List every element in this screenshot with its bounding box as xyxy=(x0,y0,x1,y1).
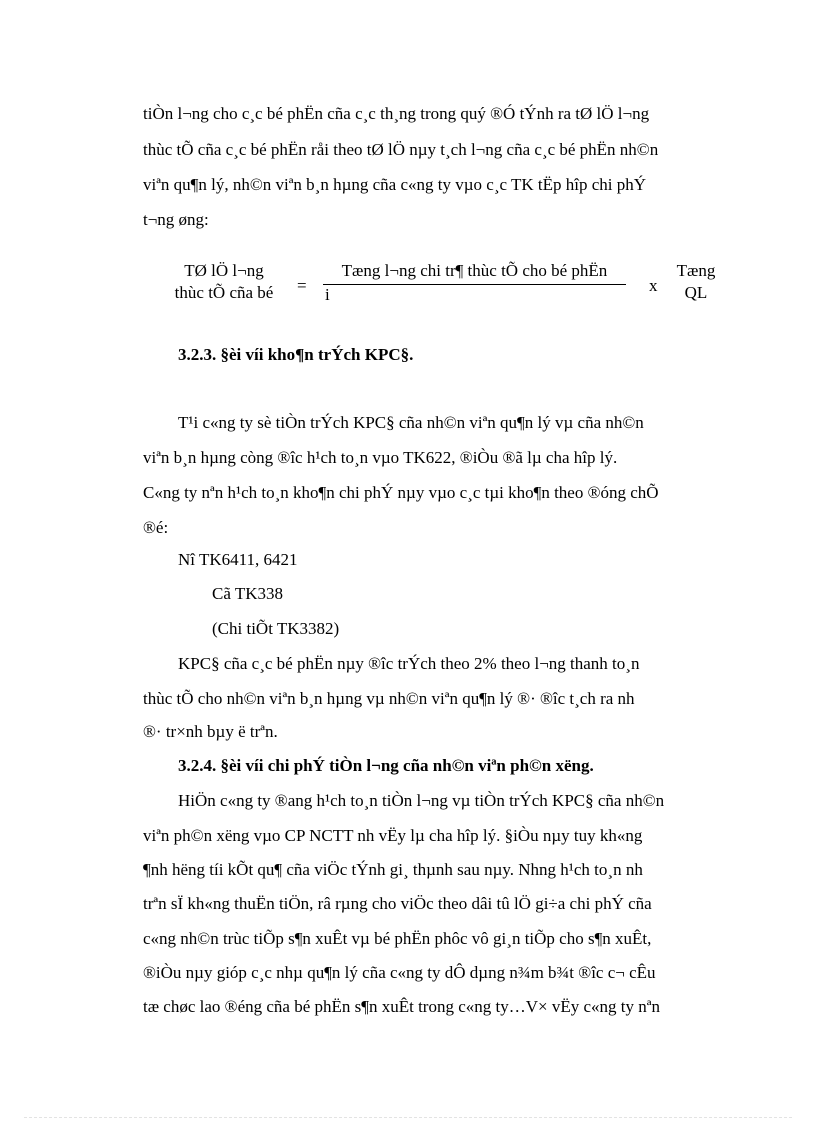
formula-fraction xyxy=(323,260,626,305)
paragraph-line: ®é: xyxy=(143,518,169,537)
paragraph-line: ¶nh hëng tíi kÕt qu¶ cña viÖc tÝnh gi¸ thµnh sau nµy. Nhng h¹ch to¸n nh xyxy=(143,860,643,879)
paragraph-line: ®· tr×nh bµy ë trªn. xyxy=(143,722,278,741)
paragraph-line: viªn b¸n hµng còng ®îc h¹ch to¸n vµo TK622, ®iÒu ®ã lµ cha hîp lý. xyxy=(143,448,618,467)
section-heading: 3.2.3. §èi víi kho¶n trÝch KPC§. xyxy=(178,345,414,364)
paragraph-line: t¬ng øng: xyxy=(143,210,209,229)
formula-times-sign: x xyxy=(649,276,658,295)
formula-left-line: thùc tÕ cña bé xyxy=(174,283,274,302)
formula-right-line: QL xyxy=(684,283,708,302)
formula-numerator: Tæng l¬ng chi tr¶ thùc tÕ cho bé phËn xyxy=(341,261,608,280)
paragraph-line: viªn qu¶n lý, nh©n viªn b¸n hµng cña c«ng ty vµo c¸c TK tËp hîp chi phÝ xyxy=(143,175,647,194)
paragraph-line: KPC§ cña c¸c bé phËn nµy ®îc trÝch theo 2% theo l¬ng thanh to¸n xyxy=(178,654,640,673)
paragraph-line: ®iÒu nµy gióp c¸c nhµ qu¶n lý cña c«ng ty dÔ dµng n¾m b¾t ®îc c¬ cÊu xyxy=(143,963,656,982)
formula-left-line: TØ lÖ l¬ng xyxy=(184,261,264,280)
page-bottom-border xyxy=(24,1117,792,1118)
formula-denominator: i xyxy=(325,285,330,304)
paragraph-line: HiÖn c«ng ty ®ang h¹ch to¸n tiÒn l¬ng vµ tiÒn trÝch KPC§ cña nh©n xyxy=(178,791,665,810)
journal-entry-debit: Nî TK6411, 6421 xyxy=(178,550,298,569)
paragraph-line: trªn sÏ kh«ng thuËn tiÖn, râ rµng cho viÖc theo dâi tû lÖ gi÷a chi phÝ cña xyxy=(143,894,652,913)
paragraph-line: C«ng ty nªn h¹ch to¸n kho¶n chi phÝ nµy vµo c¸c tµi kho¶n theo ®óng chÕ xyxy=(143,483,659,502)
paragraph-line: tæ chøc lao ®éng cña bé phËn s¶n xuÊt trong c«ng ty…V× vËy c«ng ty nªn xyxy=(143,997,660,1016)
formula-left-term xyxy=(159,260,289,304)
formula-right-term xyxy=(670,260,722,304)
paragraph-line: c«ng nh©n trùc tiÕp s¶n xuÊt vµ bé phËn phôc vô gi¸n tiÕp cho s¶n xuÊt, xyxy=(143,929,652,948)
journal-entry-detail: (Chi tiÕt TK3382) xyxy=(212,619,340,638)
formula-equals-sign: = xyxy=(297,276,307,295)
formula-right-line: Tæng xyxy=(676,261,716,280)
paragraph-line: tiÒn l¬ng cho c¸c bé phËn cña c¸c th¸ng trong quý ®Ó tÝnh ra tØ lÖ l¬ng xyxy=(143,104,650,123)
paragraph-line: T¹i c«ng ty sè tiÒn trÝch KPC§ cña nh©n viªn qu¶n lý vµ cña nh©n xyxy=(178,413,644,432)
paragraph-line: viªn ph©n xëng vµo CP NCTT nh vËy lµ cha hîp lý. §iÒu nµy tuy kh«ng xyxy=(143,826,643,845)
paragraph-line: thùc tÕ cho nh©n viªn b¸n hµng vµ nh©n viªn qu¶n lý ®· ®îc t¸ch ra nh xyxy=(143,689,635,708)
journal-entry-credit: Cã TK338 xyxy=(212,584,283,603)
section-heading: 3.2.4. §èi víi chi phÝ tiÒn l¬ng cña nh©n viªn ph©n xëng. xyxy=(178,756,594,775)
paragraph-line: thùc tÕ cña c¸c bé phËn råi theo tØ lÖ nµy t¸ch l¬ng cña c¸c bé phËn nh©n xyxy=(143,140,659,159)
formula-clip-mask xyxy=(155,310,735,318)
salary-ratio-formula xyxy=(155,258,735,316)
